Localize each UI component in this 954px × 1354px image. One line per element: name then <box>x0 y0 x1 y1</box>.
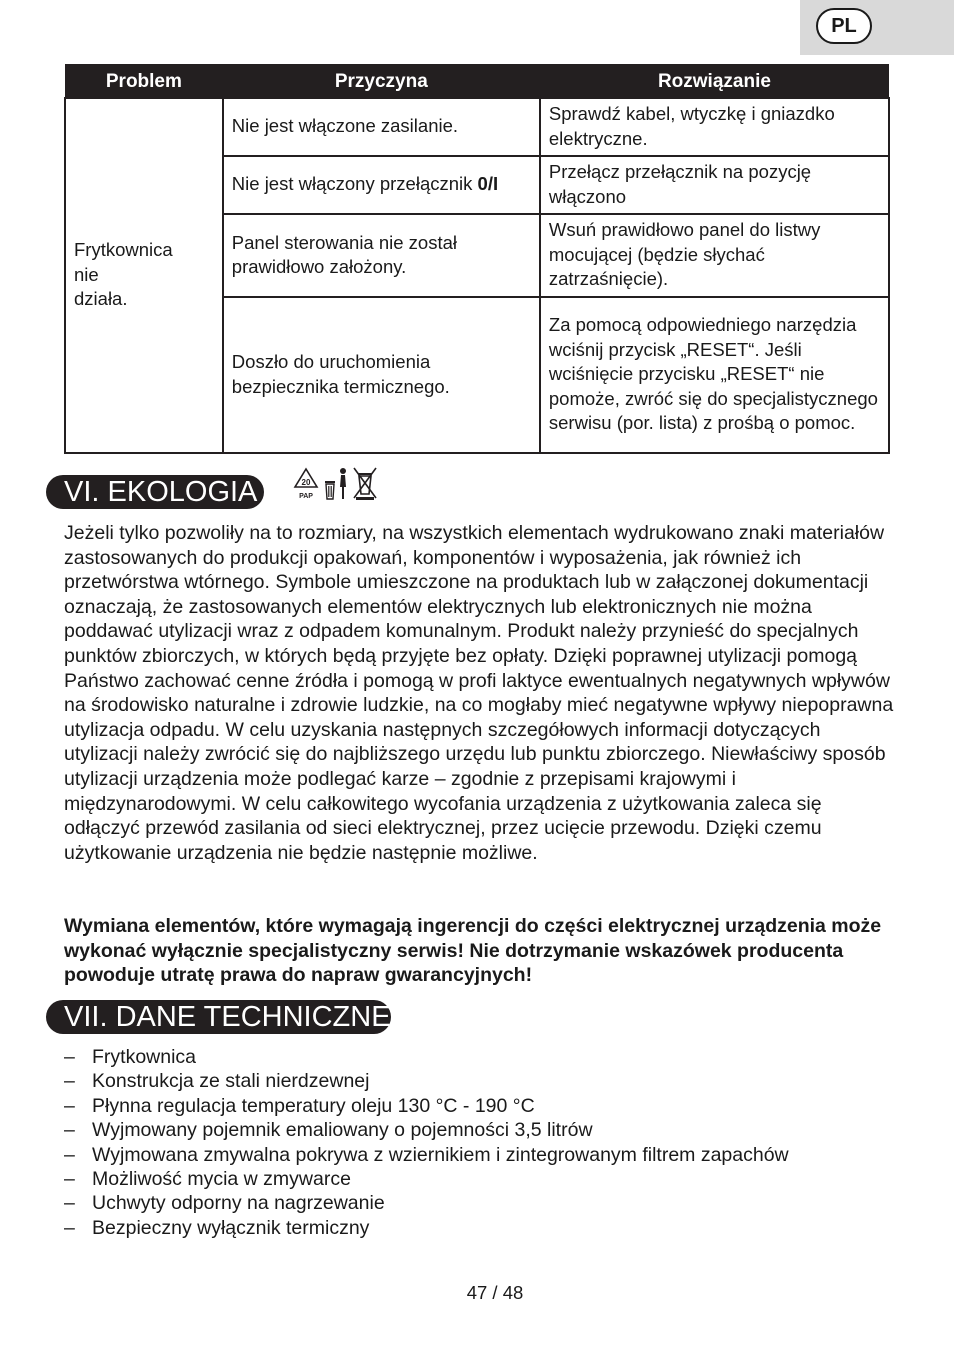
page-number: 47 / 48 <box>466 1282 524 1303</box>
cause-cell: Doszło do uruchomienia bezpiecznika termicznego. <box>223 297 540 453</box>
switch-label: 0/I <box>477 173 499 195</box>
header-problem: Problem <box>65 64 223 98</box>
recycling-symbols <box>292 465 384 505</box>
problem-cell: Frytkownica nie działa. <box>65 98 223 453</box>
list-item: – Uchwyty odporny na nagrzewanie <box>64 1191 789 1215</box>
table-header-row <box>65 64 889 98</box>
list-item: – Wyjmowana zmywalna pokrywa z wziernikiem i zintegrowanym filtrem zapachów <box>64 1143 789 1167</box>
eco-icons <box>292 465 384 505</box>
solution-cell: Za pomocą odpowiedniego narzędzia wciśnij przycisk „RESET“. Jeśli wciśnięcie przycisku „RESET“ nie pomoże, zwróć się do specjalistycznego serwisu (por. lista) z prośbą o pomoc. <box>540 297 889 453</box>
list-item: – Możliwość mycia w zmywarce <box>64 1167 789 1191</box>
language-tab <box>800 0 954 55</box>
header-cause: Przyczyna <box>223 64 540 98</box>
recycling-pap-icon <box>295 469 317 500</box>
ecology-heading: VI. EKOLOGIA <box>46 475 264 509</box>
recycle-code: PAP <box>299 493 313 500</box>
technical-list <box>64 1045 789 1240</box>
cause-cell: Panel sterowania nie został prawidłowo założony. <box>223 214 540 297</box>
cause-cell: Nie jest włączone zasilanie. <box>223 98 540 156</box>
solution-cell: Sprawdź kabel, wtyczkę i gniazdko elektryczne. <box>540 98 889 156</box>
solution-cell: Przełącz przełącznik na pozycję włączono <box>540 156 889 214</box>
table-row <box>65 98 889 156</box>
list-item: – Frytkownica <box>64 1045 789 1069</box>
list-item: – Płynna regulacja temperatury oleju 130 °C - 190 °C <box>64 1094 789 1118</box>
cause-text: Nie jest włączony przełącznik <box>231 173 478 195</box>
crossed-bin-icon <box>354 468 376 500</box>
cause-cell <box>223 156 540 214</box>
technical-heading: VII. DANE TECHNICZNE <box>46 1000 391 1034</box>
header-solution: Rozwiązanie <box>540 64 889 98</box>
ecology-paragraph: Jeżeli tylko pozwoliły na to rozmiary, na wszystkich elementach wydrukowano znaki materiałów zastosowanych do produkcji opakowań, komponentów i wyposażenia, jak również ich przetwórstwa wtórnego. Symbole umieszczone na produktach lub w załączonej dokumentacji oznaczają, że zastosowanych elementów elektrycznych lub elektronicznych nie można poddawać utylizacji wraz z odpadem komunalnym. Produkt należy przynieść do specjalnych punktów zbiorczych, w których będą przyjęte bez opłaty. Dzięki poprawnej utylizacji pomogą Państwo zachować cenne źródła i pomogą w profi laktyce ewentualnych negatywnych wpływów na środowisko naturalne i zdrowie ludzkie, na co mogłaby mieć negatywne wpływy niepoprawna utylizacja odpadu. W celu uzyskania następnych szczegółowych informacji dotyczących utylizacji należy zwrócić się do najbliższego urzędu lub punktu zbiorczego. Niewłaściwy sposób utylizacji urządzenia może podlegać karze – zgodnie z przepisami krajowymi i międzynarodowymi. W celu całkowitego wycofania urządzenia z użytkowania zaleca się odłączyć przewód zasilania od sieci elektrycznej, przez ucięcie przewodu. Dzięki czemu użytkowanie urządzenia nie będzie następnie możliwe. <box>64 522 894 864</box>
troubleshooting-table <box>64 64 890 454</box>
list-item: – Bezpieczny wyłącznik termiczny <box>64 1216 789 1240</box>
list-item: – Konstrukcja ze stali nierdzewnej <box>64 1069 789 1093</box>
person-bin-icon <box>325 468 346 499</box>
solution-cell: Wsuń prawidłowo panel do listwy mocującej (będzie słychać zatrzaśnięcie). <box>540 214 889 297</box>
recycle-number: 20 <box>301 478 311 487</box>
language-badge: PL <box>816 8 872 44</box>
list-item: – Wyjmowany pojemnik emaliowany o pojemności 3,5 litrów <box>64 1118 789 1142</box>
warning-paragraph: Wymiana elementów, które wymagają ingerencji do części elektrycznej urządzenia może wykonać wyłącznie specjalistyczny serwis! Nie dotrzymanie wskazówek producenta powoduje utratę prawa do napraw gwarancyjnych! <box>64 915 882 987</box>
